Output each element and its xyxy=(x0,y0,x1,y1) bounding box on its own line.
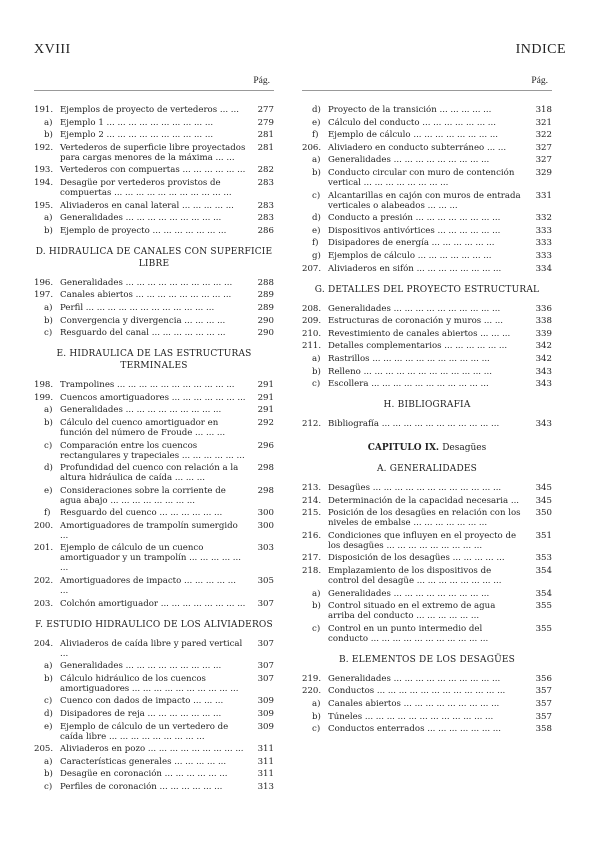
entry-page: 318 xyxy=(535,105,552,115)
entry-page: 345 xyxy=(535,483,552,494)
toc-entry xyxy=(34,143,274,163)
entry-page: 342 xyxy=(535,341,552,352)
entry-page: 283 xyxy=(257,213,274,224)
entry-title: Perfil ... ... ... ... ... ... ... ... ... ... ... ... xyxy=(60,302,215,313)
entry-page: 322 xyxy=(535,130,552,141)
toc-entry xyxy=(302,304,552,314)
entry-page: 307 xyxy=(257,598,274,609)
toc-entry xyxy=(302,531,552,551)
toc-subentry xyxy=(34,405,274,415)
toc-subentry xyxy=(34,130,274,140)
toc-entry xyxy=(302,419,552,429)
entry-number: 209. xyxy=(302,316,322,327)
toc-entry xyxy=(302,553,552,563)
entry-title: Generalidades ... ... ... ... ... ... ... ... ... xyxy=(60,213,222,224)
entry-title: Disipadores de reja ... ... ... ... ... ... ... xyxy=(60,709,222,720)
entry-number: c) xyxy=(312,724,321,735)
entry-number: 218. xyxy=(302,566,322,577)
entry-title: Aliviaderos en sifón ... ... ... ... ... ... ... ... xyxy=(328,263,502,274)
toc-subentry xyxy=(34,118,274,128)
entry-number: b) xyxy=(312,366,321,377)
entry-title: Emplazamiento de los dispositivos de control del desagüe ... ... ... ... ... ... ... ... xyxy=(328,566,502,587)
toc-subentry xyxy=(302,238,552,248)
entry-title: Generalidades ... ... ... ... ... ... ... ... ... ... xyxy=(60,277,233,288)
entry-number: 196. xyxy=(34,277,54,288)
chapter-number: CAPITULO IX. xyxy=(367,443,440,454)
entry-page: 356 xyxy=(535,673,552,684)
entry-number: a) xyxy=(312,699,321,710)
toc-subentry xyxy=(302,213,552,223)
entry-title: Aliviaderos en pozo ... ... ... ... ... ... ... ... ... xyxy=(60,744,244,755)
entry-number: b) xyxy=(312,711,321,722)
entry-page: 345 xyxy=(535,495,552,506)
entry-number: a) xyxy=(44,117,53,128)
entry-page: 358 xyxy=(535,724,552,735)
entry-page: 291 xyxy=(257,405,274,416)
entry-page: 307 xyxy=(257,661,274,672)
entry-number: d) xyxy=(312,213,321,224)
entry-title: Perfiles de coronación ... ... ... ... ... ... xyxy=(60,782,223,792)
entry-number: 208. xyxy=(302,303,322,314)
entry-page: 333 xyxy=(535,250,552,261)
toc-subentry xyxy=(302,699,552,709)
toc-entry xyxy=(34,380,274,390)
entry-number: b) xyxy=(44,225,53,236)
entry-number: 200. xyxy=(34,520,54,531)
entry-title: Cálculo del cuenco amortiguador en función del número de Froude ... ... ... xyxy=(60,417,226,438)
toc-entry xyxy=(302,483,552,493)
entry-page: 307 xyxy=(257,673,274,684)
entry-number: 210. xyxy=(302,328,322,339)
entry-number: a) xyxy=(44,405,53,416)
entry-number: 212. xyxy=(302,419,322,430)
entry-title: Ejemplos de proyecto de vertederos ... ... xyxy=(60,105,239,115)
entry-number: 194. xyxy=(34,177,54,188)
toc-subentry xyxy=(34,709,274,719)
entry-title: Ejemplos de cálculo ... ... ... ... ... ... ... xyxy=(328,250,492,261)
entry-page: 327 xyxy=(535,142,552,153)
entry-page: 277 xyxy=(257,105,274,115)
toc-subentry xyxy=(34,722,274,742)
entry-page: 355 xyxy=(535,601,552,612)
entry-number: a) xyxy=(312,588,321,599)
entry-number: 192. xyxy=(34,142,54,153)
entry-page: 357 xyxy=(535,686,552,697)
entry-page: 354 xyxy=(535,588,552,599)
entry-title: Revestimiento de canales abiertos ... ... ... xyxy=(328,328,511,339)
toc-list-left xyxy=(34,105,274,792)
toc-subentry xyxy=(34,316,274,326)
entry-number: 195. xyxy=(34,200,54,211)
entry-page: 332 xyxy=(535,213,552,224)
toc-entry xyxy=(34,521,274,541)
toc-subentry xyxy=(34,441,274,461)
toc-subentry xyxy=(302,118,552,128)
toc-subentry xyxy=(302,354,552,364)
entry-title: Determinación de la capacidad necesaria ... xyxy=(328,495,520,506)
toc-entry xyxy=(34,105,274,115)
entry-number: b) xyxy=(312,167,321,178)
entry-title: Relleno ... ... ... ... ... ... ... ... ... ... ... ... xyxy=(328,366,492,377)
toc-subentry xyxy=(302,168,552,188)
entry-number: b) xyxy=(44,315,53,326)
entry-title: Características generales ... ... ... ... ... xyxy=(60,756,227,767)
section-heading: H. BIBLIOGRAFIA xyxy=(383,400,471,411)
entry-page: 298 xyxy=(257,463,274,474)
entry-number: e) xyxy=(312,117,321,128)
toc-subentry xyxy=(302,601,552,621)
entry-title: Amortiguadores de trampolín sumergido ... xyxy=(60,520,238,541)
entry-number: 204. xyxy=(34,638,54,649)
section-heading: A. GENERALIDADES xyxy=(376,464,478,475)
entry-title: Ejemplo de proyecto ... ... ... ... ... ... ... xyxy=(60,225,227,236)
entry-page: 290 xyxy=(257,328,274,339)
toc-entry xyxy=(302,329,552,339)
entry-title: Control en un punto intermedio del conducto ... ... ... ... ... ... ... ... ... ... ... xyxy=(328,623,489,644)
entry-title: Posición de los desagües en relación con los niveles de embalse ... ... ... ... ... ... ... xyxy=(328,508,521,529)
toc-subentry xyxy=(34,769,274,779)
entry-title: Aliviadero en conducto subterráneo ... ... xyxy=(328,142,507,153)
entry-page: 291 xyxy=(257,392,274,403)
toc-subentry xyxy=(302,130,552,140)
toc-entry xyxy=(302,508,552,528)
entry-title: Generalidades ... ... ... ... ... ... ... ... ... xyxy=(328,155,490,166)
entry-page: 338 xyxy=(535,316,552,327)
toc-entry xyxy=(34,744,274,754)
entry-page: 354 xyxy=(535,566,552,577)
entry-number: e) xyxy=(44,485,53,496)
entry-title: Estructuras de coronación y muros ... ... xyxy=(328,316,504,327)
toc-entry xyxy=(34,639,274,659)
toc-subentry xyxy=(302,724,552,734)
entry-title: Vertederos de superficie libre proyectados para cargas menores de la máxima ... ... xyxy=(60,142,246,163)
entry-page: 296 xyxy=(257,440,274,451)
entry-title: Proyecto de la transición ... ... ... ... ... xyxy=(328,105,492,115)
toc-entry xyxy=(302,316,552,326)
entry-number: c) xyxy=(312,190,321,201)
entry-title: Ejemplo 2 ... ... ... ... ... ... ... ... ... ... xyxy=(60,130,214,141)
entry-page: 281 xyxy=(257,130,274,141)
toc-subentry xyxy=(34,757,274,767)
toc-entry xyxy=(302,566,552,586)
entry-page: 311 xyxy=(257,769,274,780)
entry-page: 342 xyxy=(535,353,552,364)
entry-title: Consideraciones sobre la corriente de agua abajo ... ... ... ... ... ... ... ... xyxy=(60,485,226,506)
entry-number: 205. xyxy=(34,744,54,755)
entry-title: Canales abiertos ... ... ... ... ... ... ... ... ... xyxy=(60,290,232,301)
entry-number: 214. xyxy=(302,495,322,506)
entry-title: Generalidades ... ... ... ... ... ... ... ... ... xyxy=(328,588,490,599)
toc-subentry xyxy=(302,367,552,377)
entry-number: d) xyxy=(44,709,53,720)
entry-page: 283 xyxy=(257,177,274,188)
entry-title: Generalidades ... ... ... ... ... ... ... ... ... ... xyxy=(328,303,501,314)
entry-title: Conducto circular con muro de contención vertical ... ... ... ... ... ... ... ... xyxy=(328,167,515,188)
entry-number: 197. xyxy=(34,290,54,301)
entry-number: b) xyxy=(44,130,53,141)
entry-number: e) xyxy=(312,225,321,236)
entry-page: 286 xyxy=(257,225,274,236)
entry-page: 343 xyxy=(535,419,552,430)
entry-number: 193. xyxy=(34,165,54,176)
toc-subentry xyxy=(302,155,552,165)
entry-number: 201. xyxy=(34,543,54,554)
entry-title: Cuenco con dados de impacto ... ... ... xyxy=(60,696,224,707)
toc-subentry xyxy=(34,328,274,338)
entry-page: 279 xyxy=(257,117,274,128)
entry-page: 300 xyxy=(257,508,274,519)
toc-subentry xyxy=(34,303,274,313)
toc-subentry xyxy=(302,251,552,261)
entry-number: e) xyxy=(44,721,53,732)
entry-title: Cuencos amortiguadores ... ... ... ... ... ... ... xyxy=(60,392,246,403)
entry-number: a) xyxy=(44,213,53,224)
toc-entry xyxy=(302,686,552,696)
entry-number: b) xyxy=(44,769,53,780)
toc-entry xyxy=(34,290,274,300)
entry-page: 289 xyxy=(257,290,274,301)
entry-page: 281 xyxy=(257,142,274,153)
toc-subentry xyxy=(302,379,552,389)
entry-number: 219. xyxy=(302,673,322,684)
entry-page: 303 xyxy=(257,543,274,554)
entry-number: 202. xyxy=(34,576,54,587)
toc-entry xyxy=(34,543,274,573)
toc-subentry xyxy=(34,213,274,223)
toc-entry xyxy=(302,264,552,274)
entry-page: 311 xyxy=(257,756,274,767)
entry-title: Disipadores de energía ... ... ... ... ... ... xyxy=(328,238,495,249)
entry-number: 215. xyxy=(302,508,322,519)
entry-number: 203. xyxy=(34,598,54,609)
entry-page: 333 xyxy=(535,225,552,236)
toc-subentry xyxy=(302,191,552,211)
toc-subentry xyxy=(302,624,552,644)
toc-entry xyxy=(34,599,274,609)
entry-page: 313 xyxy=(257,782,274,792)
entry-page: 355 xyxy=(535,623,552,634)
entry-number: a) xyxy=(44,302,53,313)
left-column xyxy=(34,76,274,795)
chapter-heading xyxy=(302,443,552,453)
toc-subentry xyxy=(34,782,274,792)
entry-title: Desagüe en coronación ... ... ... ... ... ... xyxy=(60,769,228,780)
entry-title: Desagüe por vertederos provistos de compuertas ... ... ... ... ... ... ... ... ... ... ... xyxy=(60,177,232,198)
toc-subentry xyxy=(34,463,274,483)
entry-title: Profundidad del cuenco con relación a la altura hidráulica de caída ... ... ... xyxy=(60,463,239,484)
right-column xyxy=(302,76,552,737)
entry-page: 292 xyxy=(257,417,274,428)
entry-number: 198. xyxy=(34,380,54,391)
entry-number: a) xyxy=(312,155,321,166)
toc-subentry xyxy=(302,105,552,115)
entry-title: Ejemplo 1 ... ... ... ... ... ... ... ... ... ... xyxy=(60,117,214,128)
entry-page: 334 xyxy=(535,263,552,274)
toc-entry xyxy=(302,341,552,351)
entry-title: Conducto a presión ... ... ... ... ... ... ... ... xyxy=(328,213,501,224)
entry-title: Comparación entre los cuencos rectangulares y trapeciales ... ... ... ... ... ... xyxy=(60,440,245,461)
entry-number: f) xyxy=(312,130,319,141)
entry-title: Escollera ... ... ... ... ... ... ... ... ... ... ... xyxy=(328,379,489,390)
entry-page: 309 xyxy=(257,709,274,720)
pag-label: Pág. xyxy=(34,76,274,91)
entry-number: c) xyxy=(312,623,321,634)
index-header: INDICE xyxy=(515,42,566,57)
entry-page: 353 xyxy=(535,553,552,564)
entry-number: b) xyxy=(44,673,53,684)
entry-page: 288 xyxy=(257,277,274,288)
entry-title: Generalidades ... ... ... ... ... ... ... ... ... xyxy=(60,405,222,416)
entry-number: 217. xyxy=(302,553,322,564)
entry-page: 311 xyxy=(257,744,274,755)
entry-page: 339 xyxy=(535,328,552,339)
entry-number: b) xyxy=(312,601,321,612)
toc-entry xyxy=(302,674,552,684)
toc-list-right xyxy=(302,105,552,734)
entry-number: 220. xyxy=(302,686,322,697)
entry-page: 309 xyxy=(257,721,274,732)
pag-label: Pág. xyxy=(302,76,552,91)
entry-page: 333 xyxy=(535,238,552,249)
toc-subentry xyxy=(34,661,274,671)
entry-number: g) xyxy=(312,250,321,261)
entry-title: Vertederos con compuertas ... ... ... ... ... ... xyxy=(60,165,246,176)
entry-page: 357 xyxy=(535,711,552,722)
toc-entry xyxy=(302,143,552,153)
entry-number: d) xyxy=(44,463,53,474)
entry-title: Resguardo del cuenco ... ... ... ... ... ... xyxy=(60,508,223,519)
entry-title: Ejemplo de cálculo de un vertedero de caída libre ... ... ... ... ... ... ... ... ... xyxy=(60,721,229,742)
entry-title: Cálculo del conducto ... ... ... ... ... ... ... xyxy=(328,117,497,128)
entry-number: a) xyxy=(44,756,53,767)
entry-number: 216. xyxy=(302,530,322,541)
entry-title: Túneles ... ... ... ... ... ... ... ... ... ... ... ... xyxy=(328,711,494,722)
entry-title: Detalles complementarios ... ... ... ... ... ... xyxy=(328,341,508,352)
entry-title: Conductos ... ... ... ... ... ... ... ... ... ... ... ... xyxy=(328,686,506,697)
toc-subentry xyxy=(34,674,274,694)
toc-entry xyxy=(34,576,274,596)
entry-title: Rastrillos ... ... ... ... ... ... ... ... ... ... ... xyxy=(328,353,490,364)
entry-title: Dispositivos antivórtices ... ... ... ... ... ... xyxy=(328,225,501,236)
entry-page: 350 xyxy=(535,508,552,519)
entry-page: 357 xyxy=(535,699,552,710)
entry-title: Cálculo hidráulico de los cuencos amortiguadores ... ... ... ... ... ... ... ... ... ... xyxy=(60,673,239,694)
entry-number: c) xyxy=(312,379,321,390)
entry-title: Condiciones que influyen en el proyecto de los desagües ... ... ... ... ... ... ... ... ... xyxy=(328,530,517,551)
entry-number: b) xyxy=(44,417,53,428)
entry-number: c) xyxy=(44,782,53,792)
entry-page: 321 xyxy=(535,117,552,128)
toc-subentry xyxy=(302,226,552,236)
entry-number: 211. xyxy=(302,341,322,352)
entry-page: 289 xyxy=(257,302,274,313)
entry-title: Alcantarillas en cajón con muros de entrada verticales o alabeados ... ... ... xyxy=(328,190,521,211)
entry-page: 282 xyxy=(257,165,274,176)
entry-page: 327 xyxy=(535,155,552,166)
entry-number: a) xyxy=(44,661,53,672)
entry-page: 283 xyxy=(257,200,274,211)
entry-page: 298 xyxy=(257,485,274,496)
entry-title: Ejemplo de cálculo ... ... ... ... ... ... ... ... xyxy=(328,130,499,141)
entry-page: 291 xyxy=(257,380,274,391)
entry-title: Bibliografía ... ... ... ... ... ... ... ... ... ... ... xyxy=(328,419,500,430)
entry-page: 307 xyxy=(257,638,274,649)
entry-number: f) xyxy=(312,238,319,249)
toc-subentry xyxy=(34,418,274,438)
entry-title: Colchón amortiguador ... ... ... ... ... ... ... ... xyxy=(60,598,246,609)
toc-entry xyxy=(302,496,552,506)
toc-entry xyxy=(34,201,274,211)
entry-title: Generalidades ... ... ... ... ... ... ... ... ... ... xyxy=(328,673,501,684)
section-heading: B. ELEMENTOS DE LOS DESAGÜES xyxy=(338,654,516,665)
entry-page: 300 xyxy=(257,520,274,531)
entry-title: Disposición de los desagües ... ... ... ... ... xyxy=(328,553,505,564)
entry-title: Aliviaderos en canal lateral ... ... ... ... ... xyxy=(60,200,234,211)
toc-subentry xyxy=(34,696,274,706)
chapter-title: Desagües xyxy=(442,443,487,454)
entry-title: Conductos enterrados ... ... ... ... ... ... ... xyxy=(328,724,501,735)
entry-number: a) xyxy=(312,353,321,364)
toc-subentry xyxy=(34,486,274,506)
section-heading: G. DETALLES DEL PROYECTO ESTRUCTURAL xyxy=(314,284,540,295)
entry-number: c) xyxy=(44,696,53,707)
entry-page: 305 xyxy=(257,576,274,587)
entry-number: c) xyxy=(44,440,53,451)
entry-number: d) xyxy=(312,105,321,115)
toc-entry xyxy=(34,393,274,403)
toc-entry xyxy=(34,278,274,288)
entry-number: 213. xyxy=(302,483,322,494)
toc-entry xyxy=(34,165,274,175)
page-number-header: XVIII xyxy=(34,42,71,57)
entry-title: Ejemplo de cálculo de un cuenco amortiguador y un trampolín ... ... ... ... ... ... xyxy=(60,543,241,574)
toc-entry xyxy=(34,178,274,198)
entry-page: 336 xyxy=(535,303,552,314)
entry-title: Convergencia y divergencia ... ... ... ... xyxy=(60,315,226,326)
toc-subentry xyxy=(302,712,552,722)
entry-page: 309 xyxy=(257,696,274,707)
entry-page: 331 xyxy=(535,190,552,201)
entry-number: c) xyxy=(44,328,53,339)
entry-number: 191. xyxy=(34,105,54,115)
entry-title: Canales abiertos ... ... ... ... ... ... ... ... ... xyxy=(328,699,500,710)
entry-page: 343 xyxy=(535,366,552,377)
entry-title: Resguardo del canal ... ... ... ... ... ... ... xyxy=(60,328,226,339)
entry-title: Control situado en el extremo de agua arriba del conducto ... ... ... ... ... ... xyxy=(328,601,496,622)
toc-subentry xyxy=(302,589,552,599)
section-heading: E. HIDRAULICA DE LAS ESTRUCTURAS TERMINALES xyxy=(56,349,252,372)
entry-page: 351 xyxy=(535,530,552,541)
entry-number: 206. xyxy=(302,142,322,153)
section-heading: D. HIDRAULICA DE CANALES CON SUPERFICIE LIBRE xyxy=(35,246,273,269)
toc-subentry xyxy=(34,226,274,236)
section-heading: F. ESTUDIO HIDRAULICO DE LOS ALIVIADEROS xyxy=(35,619,273,630)
entry-title: Amortiguadores de impacto ... ... ... ... ... ... xyxy=(60,576,236,597)
entry-title: Generalidades ... ... ... ... ... ... ... ... ... xyxy=(60,661,222,672)
toc-subentry xyxy=(34,508,274,518)
entry-number: 199. xyxy=(34,392,54,403)
entry-page: 290 xyxy=(257,315,274,326)
entry-page: 343 xyxy=(535,379,552,390)
entry-title: Trampolines ... ... ... ... ... ... ... ... ... ... ... xyxy=(60,380,235,391)
entry-page: 329 xyxy=(535,167,552,178)
entry-title: Aliviaderos de caída libre y pared vertical ... xyxy=(60,638,243,659)
entry-title: Desagües ... ... ... ... ... ... ... ... ... ... ... ... xyxy=(328,483,502,494)
entry-number: f) xyxy=(44,508,51,519)
entry-number: 207. xyxy=(302,263,322,274)
